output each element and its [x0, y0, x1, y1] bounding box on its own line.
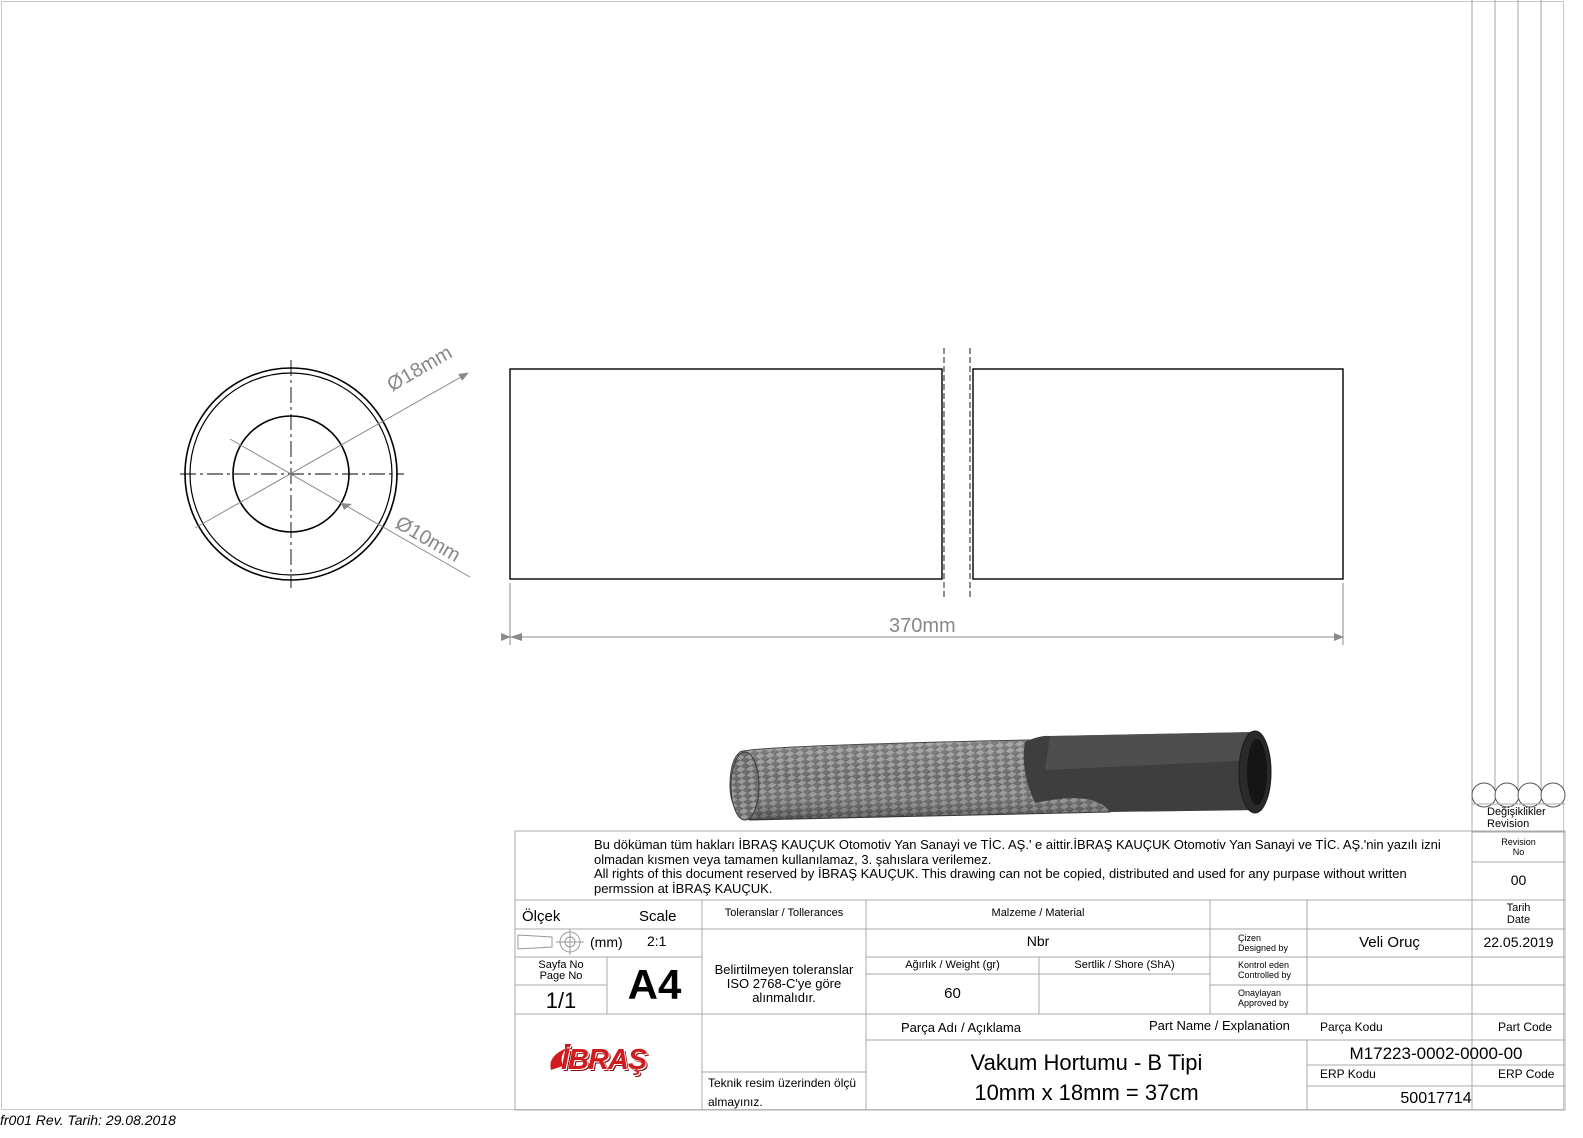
part-code-label-en: Part Code — [1498, 1020, 1553, 1034]
part-name-label-en: Part Name / Explanation — [1149, 1018, 1290, 1033]
measure-warning-1: Teknik resim üzerinden ölçü — [708, 1076, 857, 1090]
scale-value: 2:1 — [647, 933, 667, 949]
dim-length-label: 370mm — [889, 615, 956, 637]
material-value: Nbr — [1026, 933, 1050, 949]
dim-arrow-left — [510, 633, 522, 641]
page-label-en: Page No — [539, 970, 583, 982]
designed-label-tr: Çizen — [1238, 933, 1262, 943]
company-logo — [545, 1040, 670, 1082]
revision-no-label-1: Revision — [1501, 837, 1536, 847]
dim-arrow-inner — [341, 503, 352, 510]
rights-notice-en: All rights of this document reserved by İBRAŞ KAUÇUK. This drawing can not be copied, distributed and used for any purpase without written permssion at İBRAŞ KAUÇUK. — [594, 866, 1407, 896]
material-header: Malzeme / Material — [991, 907, 1085, 919]
hose-body-right — [973, 369, 1343, 579]
revision-header-en: Revision — [1487, 818, 1530, 830]
part-code-value: M17223-0002-0000-00 — [1349, 1044, 1523, 1063]
part-code-label-tr: Parça Kodu — [1320, 1020, 1383, 1034]
hose-body-left — [510, 369, 942, 579]
weight-label: Ağırlık / Weight (gr) — [905, 959, 1000, 971]
part-name-label-tr: Parça Adı / Açıklama — [901, 1020, 1021, 1035]
designer-name: Veli Oruç — [1359, 934, 1420, 951]
side-view — [510, 348, 1343, 645]
scale-label-en: Scale — [639, 908, 677, 925]
page-format: A4 — [627, 961, 682, 1008]
part-name-line2: 10mm x 18mm = 37cm — [974, 1080, 1199, 1105]
date-label-en: Date — [1506, 914, 1531, 926]
end-view — [180, 360, 470, 588]
erp-label-en: ERP Code — [1498, 1067, 1555, 1081]
projection-symbol-icon — [518, 929, 584, 955]
form-revision-footer: fr001 Rev. Tarih: 29.08.2018 — [0, 1112, 176, 1128]
hose-render — [730, 731, 1271, 820]
designed-label-en: Designed by — [1238, 943, 1289, 953]
date-label-tr: Tarih — [1506, 902, 1531, 914]
dim-inner-label: Ø10mm — [391, 512, 465, 567]
weight-value: 60 — [944, 985, 961, 1002]
tolerances-note: Belirtilmeyen toleranslar ISO 2768-C'ye göre alınmalıdır. — [714, 962, 854, 1005]
scale-unit: (mm) — [590, 934, 623, 950]
rights-notice-tr: Bu döküman tüm hakları İBRAŞ KAUÇUK Otomotiv Yan Sanayi ve TİC. AŞ.' e aittir.İBRAŞ KAUÇUK Otomotiv Yan Sanayi ve TİC. AŞ.'nin yazılı izni olmadan kısmen veya tamamen kullanılamaz, 3. şahıslara verilemez. — [594, 837, 1441, 867]
tolerances-header: Toleranslar / Tollerances — [724, 907, 844, 919]
erp-code-value: 50017714 — [1400, 1090, 1472, 1107]
part-name-line1: Vakum Hortumu - B Tipi — [970, 1050, 1203, 1075]
controlled-label-en: Controlled by — [1238, 970, 1292, 980]
revision-no-value: 00 — [1510, 872, 1527, 888]
rights-notice — [522, 838, 1467, 896]
approved-label-en: Approved by — [1238, 998, 1289, 1008]
design-date: 22.05.2019 — [1483, 934, 1554, 950]
dim-line-outer — [195, 373, 468, 528]
scale-label-tr: Ölçek — [522, 908, 561, 925]
page-value: 1/1 — [545, 988, 577, 1013]
controlled-label-tr: Kontrol eden — [1238, 960, 1290, 970]
revision-header-tr: Değişiklikler — [1487, 806, 1546, 818]
page-label-tr: Sayfa No — [538, 959, 584, 971]
logo-text: İBRAŞ — [561, 1044, 647, 1076]
approved-label-tr: Onaylayan — [1238, 988, 1282, 998]
shore-label: Sertlik / Shore (ShA) — [1074, 959, 1175, 971]
erp-label-tr: ERP Kodu — [1320, 1067, 1376, 1081]
dim-outer-label: Ø18mm — [383, 341, 457, 397]
revision-no-label-2: No — [1512, 847, 1525, 857]
measure-warning-2: almayınız. — [708, 1095, 763, 1109]
